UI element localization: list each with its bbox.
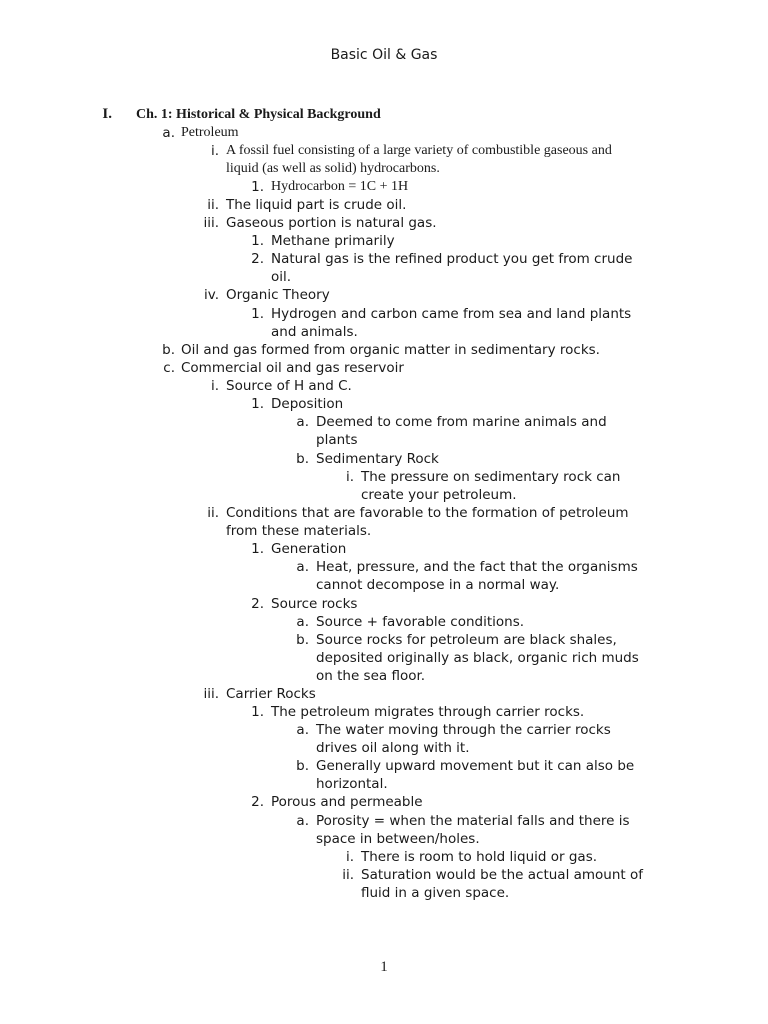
outline-marker: i. bbox=[210, 143, 219, 159]
outline-item: Saturation would be the actual amount of bbox=[361, 867, 643, 883]
outline-marker: a. bbox=[296, 722, 309, 738]
outline-item: Porosity = when the material falls and there is bbox=[316, 813, 630, 829]
outline-marker: a. bbox=[296, 414, 309, 430]
outline-item: The liquid part is crude oil. bbox=[226, 197, 407, 213]
outline-item: on the sea floor. bbox=[316, 668, 426, 684]
outline-marker: 2. bbox=[251, 794, 264, 810]
outline-item: cannot decompose in a normal way. bbox=[316, 577, 560, 593]
outline-item: Deemed to come from marine animals and bbox=[316, 414, 607, 430]
outline-item: space in between/holes. bbox=[316, 831, 480, 847]
outline-marker: b. bbox=[296, 632, 309, 648]
outline-item: Generation bbox=[271, 541, 347, 557]
outline-marker: iv. bbox=[204, 287, 219, 303]
outline-marker: a. bbox=[296, 559, 309, 575]
outline-item: from these materials. bbox=[226, 523, 372, 539]
outline-marker: a. bbox=[162, 125, 175, 141]
outline-marker: I. bbox=[102, 106, 112, 122]
outline-marker: b. bbox=[296, 758, 309, 774]
outline-item: Hydrogen and carbon came from sea and land plants bbox=[271, 306, 632, 322]
outline-marker: ii. bbox=[207, 197, 219, 213]
outline-item: Deposition bbox=[271, 396, 344, 412]
outline-item: Natural gas is the refined product you get from crude bbox=[271, 251, 633, 267]
outline-marker: ii. bbox=[207, 505, 219, 521]
outline-marker: i. bbox=[345, 469, 354, 485]
outline-item: Hydrocarbon = 1C + 1H bbox=[271, 179, 409, 194]
outline-item: Sedimentary Rock bbox=[316, 451, 439, 467]
outline-item: The pressure on sedimentary rock can bbox=[361, 469, 621, 485]
outline-item: Source + favorable conditions. bbox=[316, 614, 525, 630]
outline-item: There is room to hold liquid or gas. bbox=[361, 849, 598, 865]
outline-marker: ii. bbox=[342, 867, 354, 883]
outline-item: deposited originally as black, organic rich muds bbox=[316, 650, 639, 666]
outline-marker: 1. bbox=[251, 233, 264, 249]
outline-marker: c. bbox=[163, 360, 175, 376]
outline-item: Heat, pressure, and the fact that the organisms bbox=[316, 559, 638, 575]
outline-marker: 2. bbox=[251, 596, 264, 612]
outline-item: fluid in a given space. bbox=[361, 885, 510, 901]
outline-item: drives oil along with it. bbox=[316, 740, 470, 756]
outline-marker: iii. bbox=[203, 215, 219, 231]
outline-item: Generally upward movement but it can also be bbox=[316, 758, 635, 774]
outline-marker: 1. bbox=[251, 541, 264, 557]
page-number: 1 bbox=[380, 959, 388, 975]
outline-item: Source of H and C. bbox=[226, 378, 352, 394]
outline-item: horizontal. bbox=[316, 776, 388, 792]
outline-marker: a. bbox=[296, 813, 309, 829]
outline-item: Organic Theory bbox=[226, 287, 330, 303]
outline-item: Conditions that are favorable to the formation of petroleum bbox=[226, 505, 629, 521]
outline-marker: 1. bbox=[251, 179, 264, 195]
outline-marker: i. bbox=[345, 849, 354, 865]
outline-item: Gaseous portion is natural gas. bbox=[226, 215, 437, 231]
outline-item: Carrier Rocks bbox=[226, 686, 316, 702]
outline-item: Source rocks bbox=[271, 596, 358, 612]
outline-item: Petroleum bbox=[181, 125, 239, 140]
chapter-heading: Ch. 1: Historical & Physical Background bbox=[136, 107, 381, 122]
outline-marker: b. bbox=[162, 342, 175, 358]
outline-item: plants bbox=[316, 432, 358, 448]
outline-item: oil. bbox=[271, 269, 292, 285]
outline-item: liquid (as well as solid) hydrocarbons. bbox=[226, 161, 440, 176]
outline-item: and animals. bbox=[271, 324, 358, 340]
outline-marker: iii. bbox=[203, 686, 219, 702]
outline-item: The petroleum migrates through carrier rocks. bbox=[271, 704, 585, 720]
outline-item: Oil and gas formed from organic matter in sedimentary rocks. bbox=[181, 342, 600, 358]
page-title: Basic Oil & Gas bbox=[330, 47, 438, 63]
outline-item: create your petroleum. bbox=[361, 487, 517, 503]
outline-marker: 1. bbox=[251, 396, 264, 412]
outline-item: Source rocks for petroleum are black shales, bbox=[316, 632, 617, 648]
outline-item: Commercial oil and gas reservoir bbox=[181, 360, 404, 376]
outline-marker: i. bbox=[210, 378, 219, 394]
outline-item: A fossil fuel consisting of a large variety of combustible gaseous and bbox=[226, 143, 612, 158]
outline-marker: 1. bbox=[251, 704, 264, 720]
outline-item: Methane primarily bbox=[271, 233, 395, 249]
outline-marker: a. bbox=[296, 614, 309, 630]
outline-marker: 1. bbox=[251, 306, 264, 322]
outline-item: The water moving through the carrier rocks bbox=[316, 722, 611, 738]
outline-marker: 2. bbox=[251, 251, 264, 267]
outline-marker: b. bbox=[296, 451, 309, 467]
outline-item: Porous and permeable bbox=[271, 794, 423, 810]
